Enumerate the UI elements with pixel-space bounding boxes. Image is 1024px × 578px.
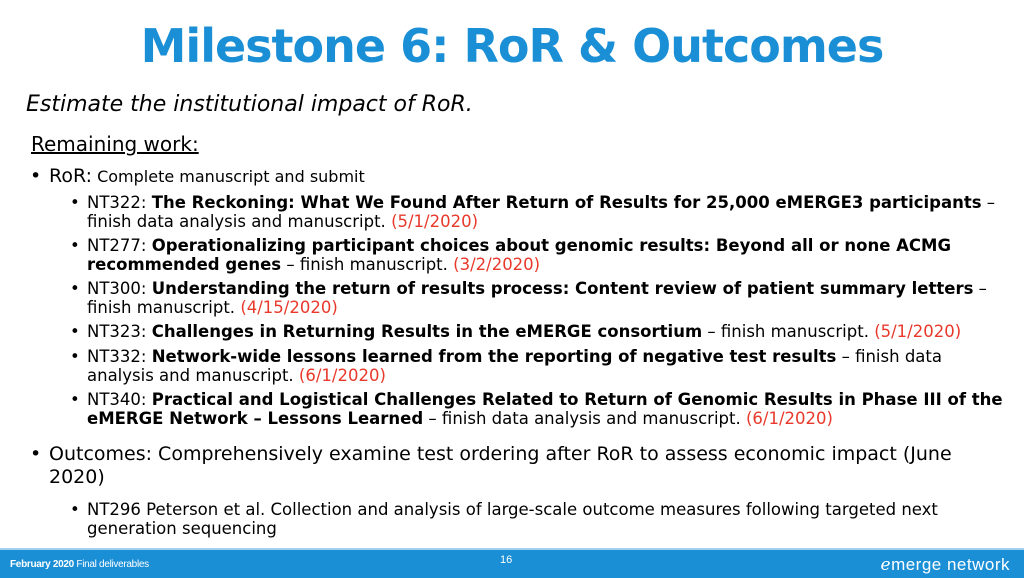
item-id: NT340: — [87, 390, 147, 409]
item-rest: – finish manuscript. — [702, 322, 875, 341]
bullet-glyph: • — [30, 443, 42, 465]
list-item — [70, 500, 1012, 538]
item-rest: – finish data analysis and manuscript. — [87, 347, 942, 385]
item-id: NT277: — [87, 236, 147, 255]
item-title: Network-wide lessons learned from the reporting of negative test results — [151, 347, 837, 366]
emerge-network-logo — [881, 555, 1011, 575]
item-rest: – finish manuscript. — [281, 255, 454, 274]
page-title: Milestone 6: RoR & Outcomes — [140, 19, 884, 73]
item-date: (5/1/2020) — [874, 322, 962, 341]
list-item — [70, 193, 1012, 231]
list-item — [70, 347, 1012, 385]
item-id: NT322: — [87, 193, 147, 212]
item-date: (5/1/2020) — [391, 212, 479, 231]
outcomes-bullet-item — [30, 443, 999, 489]
bullet-glyph: • — [30, 165, 42, 187]
page-number: 16 — [500, 554, 513, 566]
footer-label — [10, 559, 149, 570]
outcomes-item-text: NT296 Peterson et al. Collection and analysis of large-scale outcome measures following targeted next generation sequencing — [87, 500, 938, 538]
item-id: NT323: — [87, 322, 147, 341]
footer-deliverables: Final deliverables — [76, 559, 149, 570]
bullet-glyph: • — [70, 279, 80, 298]
item-title: Practical and Logistical Challenges Related to Return of Genomic Results in Phase III of the eMERGE Network – Lessons Learned — [87, 390, 1003, 428]
footer-date: February 2020 — [10, 559, 74, 570]
bullet-glyph: • — [70, 390, 80, 409]
footer-bar — [0, 548, 1024, 578]
item-date: (4/15/2020) — [240, 298, 338, 317]
item-date: (6/1/2020) — [745, 409, 833, 428]
item-id: NT332: — [87, 347, 147, 366]
ror-label: RoR: — [49, 165, 92, 187]
item-rest: – finish data analysis and manuscript. — [423, 409, 746, 428]
page-subtitle: Estimate the institutional impact of RoR. — [26, 92, 473, 117]
bullet-glyph: • — [70, 347, 80, 366]
list-item — [70, 236, 1012, 274]
item-title: Challenges in Returning Results in the eMERGE consortium — [151, 322, 703, 341]
bullet-glyph: • — [70, 500, 80, 519]
item-title: Operationalizing participant choices about genomic results: Beyond all or none ACMG recommended genes — [87, 236, 952, 274]
list-item — [70, 322, 1012, 341]
item-id: NT300: — [87, 279, 147, 298]
bullet-glyph: • — [70, 236, 80, 255]
bullet-glyph: • — [70, 193, 80, 212]
ror-text: Complete manuscript and submit — [92, 167, 365, 186]
ror-bullet-item — [30, 165, 365, 188]
list-item — [70, 390, 1012, 428]
logo-text: merge network — [891, 555, 1010, 574]
item-rest: – finish manuscript. — [87, 279, 987, 317]
item-date: (6/1/2020) — [298, 366, 386, 385]
item-date: (3/2/2020) — [453, 255, 541, 274]
outcomes-text: Outcomes: Comprehensively examine test ordering after RoR to assess economic impact (June 2020) — [49, 443, 952, 488]
item-rest: – finish data analysis and manuscript. — [87, 193, 996, 231]
list-item — [70, 279, 1012, 317]
remaining-work-heading: Remaining work: — [31, 132, 199, 156]
item-title: The Reckoning: What We Found After Return of Results for 25,000 eMERGE3 participants — [151, 193, 982, 212]
logo-e: e — [880, 555, 892, 575]
item-title: Understanding the return of results process: Content review of patient summary letters — [151, 279, 974, 298]
bullet-glyph: • — [70, 322, 80, 341]
